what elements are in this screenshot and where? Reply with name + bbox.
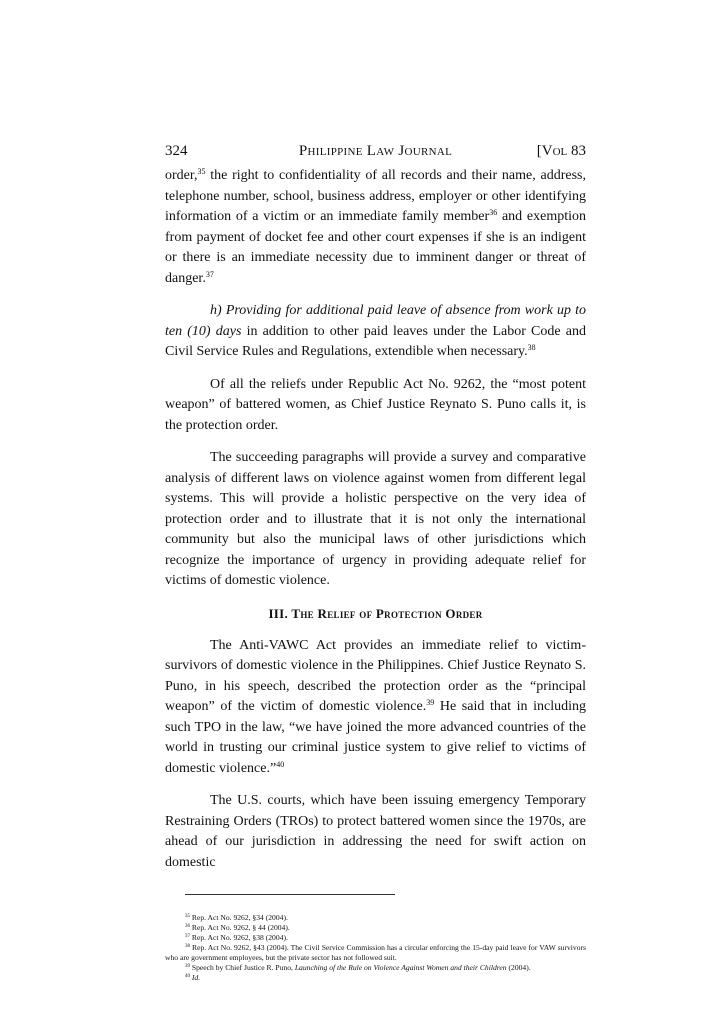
body-text — [165, 166, 586, 873]
footnote: $^{40}$ Id. — [185, 973, 201, 982]
footnote: $^{38}$ Rep. Act No. 9262, §43 (2004). The Civil Service Commission has a circular enforcing the 15-day paid leave for VAW survivors who are government employees, but the private sector has not followed suit. — [165, 943, 586, 962]
paragraph-us-courts: The U.S. courts, which have been issuing emergency Temporary Restraining Orders (TROs) to protect battered women since the 1970s, are ahead of our jurisdiction in addressing the need for swift action on domestic — [165, 793, 586, 870]
volume-label: [Vol 83 — [536, 143, 586, 159]
footnote-ref: 38 — [527, 343, 536, 352]
footnote-ref: 36 — [489, 208, 498, 217]
footnote-ref: 39 — [426, 698, 435, 707]
document-page — [165, 143, 586, 983]
section-heading: III. The Relief of Protection Order — [268, 605, 483, 621]
footnote: $^{39}$ Speech by Chief Justice R. Puno, Launching of the Rule on Violence Against Women and their Children (2004). — [185, 963, 531, 972]
footnote-divider — [185, 894, 395, 895]
footnotes — [165, 913, 586, 983]
paragraph-potent-weapon: Of all the reliefs under Republic Act No. 9262, the “most potent weapon” of battered women, as Chief Justice Reynato S. Puno calls it, is the protection order. — [165, 376, 586, 433]
paragraph-anti-vawc: The Anti-VAWC Act provides an immediate relief to victim-survivors of domestic violence in the Philippines. Chief Justice Reynato S. Puno, in his speech, described the protection order as the “principal weapon” of the victim of domestic violence.$^{39}$ He said that in including such TPO in the law, “we have joined the more advanced countries of the world in trusting our criminal justice system to give relief to victims of domestic violence.”$^{40}$ — [165, 637, 586, 776]
footnote: $^{35}$ Rep. Act No. 9262, §34 (2004). — [185, 913, 288, 922]
footnote-ref: 35 — [197, 167, 206, 176]
footnote-ref: 40 — [276, 759, 285, 769]
running-header — [165, 143, 586, 165]
footnote: $^{37}$ Rep. Act No. 9262, §38 (2004). — [185, 933, 288, 942]
paragraph-paid-leave: h) Providing for additional paid leave of absence from work up to ten (10) days in addition to other paid leaves under the Labor Code and Civil Service Rules and Regulations, extendible when necessary.$^{38}$ — [165, 303, 586, 359]
paragraph-survey: The succeeding paragraphs will provide a survey and comparative analysis of different laws on violence against women from different legal systems. This will provide a holistic perspective on the very idea of protection order and to illustrate that it is not only the international community but also the municipal laws of other jurisdictions which recognize the importance of urgency in providing adequate relief for victims of domestic violence. — [165, 450, 586, 588]
paragraph-continuation: order,$^{35}$ the right to confidentiality of all records and their name, address, telephone number, school, business address, employer or other identifying information of a victim or an immediate family member$^{36}$ and exemption from payment of docket fee and other court expenses if she is an indigent or there is an immediate necessity due to imminent danger or threat of danger.$^{37}$ — [165, 167, 587, 286]
page-number: 324 — [165, 143, 188, 159]
footnote: $^{36}$ Rep. Act No. 9262, § 44 (2004). — [185, 923, 290, 932]
journal-title: Philippine Law Journal — [298, 143, 453, 159]
footnote-ref: 37 — [205, 269, 214, 279]
